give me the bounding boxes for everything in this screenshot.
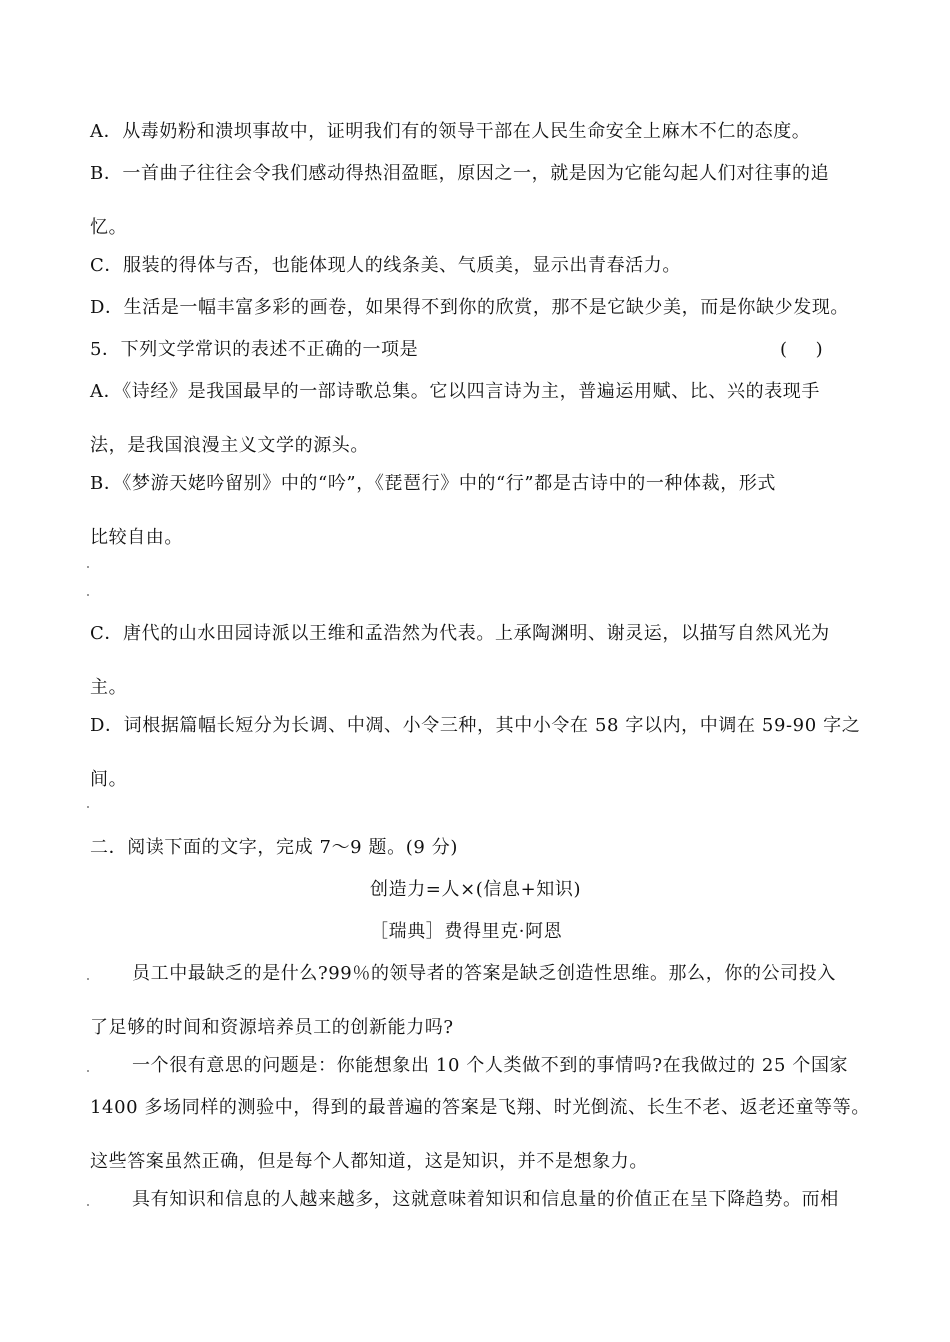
margin-mark bbox=[87, 1070, 89, 1072]
q5-option-a-line1: A．《诗经》是我国最早的一部诗歌总集。它以四言诗为主，普遍运用赋、比、兴的表现手 bbox=[90, 381, 820, 402]
margin-mark bbox=[87, 566, 89, 568]
q5-stem: 5．下列文学常识的表述不正确的一项是 bbox=[90, 339, 419, 360]
margin-mark bbox=[87, 806, 89, 808]
paragraph-1-line2: 了足够的时间和资源培养员工的创新能力吗? bbox=[90, 1017, 454, 1038]
section-2-heading: 二．阅读下面的文字，完成 7～9 题。(9 分) bbox=[90, 837, 458, 858]
q5-answer-bracket: ( ) bbox=[780, 339, 823, 360]
q5-option-b-line1: B．《梦游天姥吟留别》中的“吟”，《琵琶行》中的“行”都是古诗中的一种体裁，形式 bbox=[90, 473, 777, 494]
q5-option-a-line2: 法，是我国浪漫主义文学的源头。 bbox=[90, 435, 369, 456]
q5-option-c-line2: 主。 bbox=[90, 677, 128, 698]
article-title: 创造力=人×(信息+知识) bbox=[370, 879, 582, 900]
paragraph-2-line3: 这些答案虽然正确，但是每个人都知道，这是知识，并不是想象力。 bbox=[90, 1151, 648, 1172]
q5-option-d-line1: D．词根据篇幅长短分为长调、中凋、小令三种，其中小令在 58 字以内，中调在 59-90 字之 bbox=[90, 715, 861, 736]
paragraph-3-line1: 具有知识和信息的人越来越多，这就意味着知识和信息量的价值正在呈下降趋势。而相 bbox=[132, 1189, 839, 1210]
paragraph-1-line1: 员工中最缺乏的是什么?99％的领导者的答案是缺乏创造性思维。那么，你的公司投入 bbox=[132, 963, 836, 984]
q5-option-c-line1: C．唐代的山水田园诗派以王维和孟浩然为代表。上承陶渊明、谢灵运，以描写自然风光为 bbox=[90, 623, 830, 644]
q4-option-a: A．从毒奶粉和溃坝事故中，证明我们有的领导干部在人民生命安全上麻木不仁的态度。 bbox=[90, 121, 811, 142]
paragraph-2-line2: 1400 多场同样的测验中，得到的最普遍的答案是飞翔、时光倒流、长生不老、返老还童等等。 bbox=[90, 1097, 870, 1118]
q4-option-d: D．生活是一幅丰富多彩的画卷，如果得不到你的欣赏，那不是它缺少美，而是你缺少发现。 bbox=[90, 297, 850, 318]
paragraph-2-line1: 一个很有意思的问题是：你能想象出 10 个人类做不到的事情吗?在我做过的 25 个国家 bbox=[132, 1055, 849, 1076]
q5-option-d-line2: 间。 bbox=[90, 769, 128, 790]
margin-mark bbox=[87, 978, 89, 980]
q4-option-b-line1: B．一首曲子往往会令我们感动得热泪盈眶，原因之一，就是因为它能勾起人们对往事的追 bbox=[90, 163, 830, 184]
q4-option-b-line2: 忆。 bbox=[90, 217, 128, 238]
margin-mark bbox=[87, 594, 89, 596]
q4-option-c: C．服装的得体与否，也能体现人的线条美、气质美，显示出青春活力。 bbox=[90, 255, 681, 276]
margin-mark bbox=[87, 1204, 89, 1206]
q5-option-b-line2: 比较自由。 bbox=[90, 527, 183, 548]
article-author: ［瑞典］费得里克·阿恩 bbox=[370, 921, 563, 942]
